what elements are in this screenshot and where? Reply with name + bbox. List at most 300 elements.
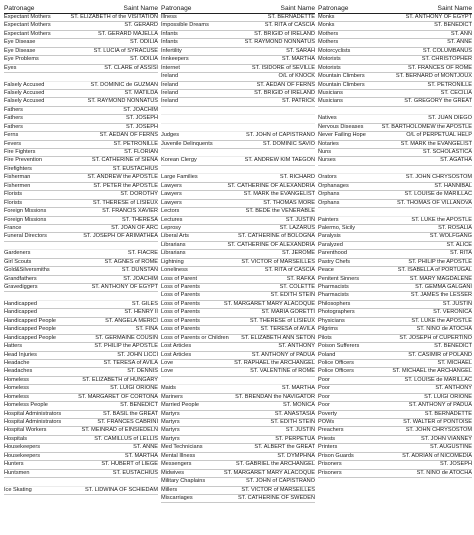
- saint-name-cell: ST. JUSTIN: [442, 300, 472, 307]
- table-row: [161, 335, 315, 343]
- patronage-cell: Fathers: [4, 123, 23, 130]
- table-row: [161, 31, 315, 39]
- table-row: [4, 242, 158, 250]
- table-row: [4, 107, 158, 115]
- saint-name-cell: ST. JOHN of CAPISTRANO: [245, 132, 315, 139]
- patronage-cell: Maids: [161, 385, 176, 392]
- saint-name-cell: ST. JOAN OF ARC: [111, 224, 158, 231]
- table-row: [161, 427, 315, 435]
- table-row: [4, 427, 158, 435]
- table-row: [161, 242, 315, 250]
- patronage-cell: Motorists: [318, 64, 341, 71]
- saint-name-cell: ST. CATHERINE of BOLOGNA: [238, 233, 315, 240]
- table-row: [161, 478, 315, 486]
- saint-name-cell: ST. ELIZABETH of HUNGARY: [82, 376, 158, 383]
- table-row: [4, 411, 158, 419]
- saint-name-cell: ST. AGATHA: [440, 157, 472, 164]
- saint-name-cell: ST. ELIZABETH ANN SETON: [241, 334, 315, 341]
- patronage-cell: Loss of Parents: [161, 309, 200, 316]
- patronage-cell: Innkeepers: [161, 56, 189, 63]
- table-row: [318, 242, 472, 250]
- patronage-cell: Musicians: [318, 89, 343, 96]
- patronage-cell: Grandfathers: [4, 275, 37, 282]
- patronage-cell: Impossible Dreams: [161, 22, 209, 29]
- table-row: [318, 368, 472, 376]
- patronage-cell: Pharmacists: [318, 284, 349, 290]
- saint-name-cell: ST. FRANCES OF ROME: [407, 64, 472, 71]
- saint-name-cell: ST. PHILIP the APOSTLE: [408, 258, 472, 265]
- saint-name-cell: ST. LOUISE de MARILLAC: [404, 191, 472, 198]
- patronage-cell: Millers: [161, 486, 178, 493]
- saint-name-cell: ST. ELIZABETH of the VISITATION: [70, 14, 158, 20]
- saint-name-cell: ST. RAYMOND NONNATUS: [244, 39, 315, 46]
- patronage-cell: Funeral Directors: [4, 233, 47, 240]
- table-row: [4, 73, 158, 81]
- saint-name-cell: ST. RITA of CASCIA: [264, 22, 315, 29]
- saint-name-cell: ST. CLARE of ASSISI: [104, 64, 158, 71]
- patronage-cell: Nuns: [318, 149, 332, 155]
- saint-name-cell: ST. VICTOR of MARSEILLES: [241, 486, 315, 493]
- patronage-cell: Ice Skating: [4, 486, 32, 493]
- saint-name-cell: ST. HANNIBAL: [434, 182, 472, 189]
- patronage-cell: Handicapped: [4, 309, 37, 316]
- table-row: [4, 183, 158, 191]
- table-row: [4, 98, 158, 106]
- patronage-cell: Eyes: [4, 64, 17, 71]
- column-header: [4, 4, 158, 14]
- table-row: [4, 174, 158, 182]
- patronage-cell: Monks: [318, 22, 335, 29]
- saint-name-cell: ST. DOMINIC de GUZMAN: [90, 81, 158, 88]
- saint-name-cell: ST. DUNSTAN: [121, 267, 158, 274]
- patronage-cell: Nurses: [318, 157, 336, 164]
- table-row: [318, 411, 472, 419]
- patronage-cell: Poison Sufferers: [318, 343, 360, 350]
- table-row: [4, 385, 158, 393]
- patronage-cell: Korean Clergy: [161, 157, 197, 164]
- patronage-cell: Martyrs: [161, 410, 180, 417]
- saint-name-cell: ST. LOUISE de MARILLAC: [404, 376, 472, 383]
- patronage-cell: Lost Articles: [161, 351, 192, 358]
- table-row: [4, 259, 158, 267]
- patronage-heading: Patronage: [161, 5, 192, 12]
- saint-name-cell: ST. MARGARET MARY ALACOQUE: [223, 469, 315, 476]
- table-row: [318, 461, 472, 469]
- table-row: [318, 259, 472, 267]
- saint-name-cell: ST. CATHERINE OF ALEXANDRIA: [227, 241, 315, 248]
- saint-name-cell: ST. JOACHIM: [123, 275, 158, 282]
- saint-name-cell: ST. LUKE the APOSTLE: [411, 216, 472, 223]
- table-row: [4, 360, 158, 368]
- patronage-cell: Prisoners: [318, 469, 342, 476]
- table-row: [318, 22, 472, 30]
- table-row: [4, 343, 158, 351]
- saint-name-cell: ST. JOHN of CAPISTRANO: [245, 478, 315, 485]
- table-row: [4, 352, 158, 360]
- table-row: [161, 259, 315, 267]
- saint-name-cell: ST. MARY MAGDALENE: [409, 275, 472, 282]
- table-row: [161, 166, 315, 174]
- table-row: [161, 343, 315, 351]
- table-row: [318, 39, 472, 47]
- saint-name-cell: ST. AEDAN OF FERNS: [99, 132, 158, 139]
- table-row: [161, 124, 315, 132]
- saint-name-cell: ST. GERMAINE COUSIN: [95, 334, 158, 341]
- patronage-cell: Orphans: [318, 191, 340, 198]
- saint-name-cell: ST. THOMAS MORE: [263, 199, 315, 206]
- patronage-cell: Preachers: [318, 427, 344, 434]
- saint-name-cell: ST. MICHAEL the ARCHANGEL: [392, 368, 472, 375]
- saint-name-cell: ST. BRENDAN the NAVIGATOR: [235, 393, 315, 400]
- saint-name-cell: ST. CATHERINE OF SWEDEN: [238, 494, 315, 501]
- column-rows: [4, 14, 158, 495]
- table-row: [161, 267, 315, 275]
- patronage-cell: Loss of Parents: [161, 317, 200, 324]
- patronage-cell: Pilots: [318, 334, 332, 341]
- saint-name-cell: ST. BENEDICT: [434, 22, 472, 29]
- saint-name-cell: ST. JEROME: [282, 250, 315, 257]
- table-row: [318, 73, 472, 81]
- saint-name-cell: ST. MARTHA: [124, 452, 158, 459]
- patronage-cell: Eye Disease: [4, 47, 36, 54]
- saint-name-cell: ST. WALTER of PONTOISE: [403, 419, 472, 425]
- patronage-cell: Ireland: [161, 73, 179, 80]
- saint-name-cell: ST. JOSEPH OF ARIMATHEA: [83, 233, 158, 240]
- saint-name-cell: ST. WOLFGANG: [429, 233, 472, 240]
- patronage-cell: Girl Scouts: [4, 258, 32, 265]
- saint-name-cell: ST. DYMPHNA: [277, 452, 315, 459]
- saint-name-cell: ST. JOHN LICCI: [117, 351, 158, 358]
- table-row: [161, 250, 315, 258]
- table-row: [4, 461, 158, 469]
- patronage-cell: Homeless: [4, 385, 29, 392]
- saint-name-cell: ST. ODILIA: [130, 39, 158, 46]
- table-row: [4, 267, 158, 275]
- saint-name-cell: ST. CHRISTOPHER: [421, 56, 472, 63]
- patronage-cell: Fathers: [4, 115, 23, 122]
- saint-name-cell: ST. PERPETUA: [275, 435, 315, 442]
- patronage-cell: Married People: [161, 402, 199, 409]
- table-row: [4, 444, 158, 452]
- table-row: [4, 292, 158, 300]
- patronage-cell: Lawyers: [161, 182, 182, 189]
- patronage-cell: Lawyers: [161, 191, 182, 198]
- saint-name-cell: ST. SARAH: [286, 47, 315, 54]
- saint-name-cell: ST. MONICA: [282, 402, 315, 409]
- patronage-cell: Hospital Workers: [4, 427, 47, 434]
- saint-name-cell: ST. ANTHONY: [278, 343, 315, 350]
- saint-name-cell: ST. VALENTINE of ROME: [250, 368, 315, 375]
- saint-name-cell: ST. CATHERINE OF ALEXANDRIA: [227, 182, 315, 189]
- saint-name-cell: ST. BASIL the GREAT: [102, 410, 158, 417]
- saint-name-cell: ST. MATILDA: [124, 89, 158, 96]
- table-row: [161, 217, 315, 225]
- table-row: [4, 478, 158, 486]
- table-row: [161, 411, 315, 419]
- table-row: [4, 436, 158, 444]
- patronage-cell: Foreign Missions: [4, 216, 47, 223]
- patronage-cell: Orators: [318, 174, 337, 181]
- saint-name-cell: ST. ANTHONY of PADUA: [251, 351, 315, 358]
- saint-name-cell: ST. JOSEPH of CUPERTINO: [399, 334, 472, 341]
- table-row: [318, 352, 472, 360]
- saint-name-cell: ST. LUIGI ORIONE: [110, 385, 158, 392]
- table-row: [318, 436, 472, 444]
- saint-name-cell: ST. RAPHAEL the ARCHANGEL: [234, 359, 315, 366]
- saint-name-cell: ST. BEDE the VENERABLE: [245, 208, 315, 215]
- saint-name-cell: ST. BRIGID of IRELAND: [254, 89, 315, 96]
- table-row: [4, 250, 158, 258]
- saint-name-cell: ST. FLORIAN: [124, 149, 158, 155]
- column-2: [161, 4, 315, 503]
- saint-name-cell: ST. COLETTE: [279, 284, 315, 290]
- column-3: [318, 4, 472, 478]
- saint-name-cell: ST. JUSTIN: [285, 216, 315, 223]
- table-row: [318, 48, 472, 56]
- table-row: [4, 453, 158, 461]
- patronage-cell: Messengers: [161, 461, 192, 468]
- table-row: [161, 22, 315, 30]
- table-row: [318, 141, 472, 149]
- patronage-cell: Housekeepers: [4, 444, 41, 451]
- patronage-cell: Expectant Mothers: [4, 22, 51, 29]
- patronage-cell: Falsely Accused: [4, 98, 45, 105]
- saint-name-cell: ST. SCHOLASTICA: [422, 149, 472, 155]
- saint-name-cell: ST. VERONICA: [433, 309, 472, 316]
- table-row: [4, 335, 158, 343]
- patronage-cell: Peace: [318, 267, 334, 274]
- patronage-cell: Mothers: [318, 30, 339, 37]
- patronage-cell: Lost Articles: [161, 343, 192, 350]
- patronage-cell: Lectors: [161, 208, 180, 215]
- table-row: [318, 107, 472, 115]
- saint-name-cell: ST. PETRONILLE: [427, 81, 472, 88]
- saint-name-cell: ST. ANNE: [133, 444, 158, 451]
- table-row: [318, 276, 472, 284]
- column-1: [4, 4, 158, 495]
- table-row: [318, 200, 472, 208]
- table-row: [4, 149, 158, 157]
- saint-name-cell: ST. DENNIS: [127, 368, 158, 375]
- patronage-cell: Notaries: [318, 140, 339, 147]
- patronage-cell: Lightning: [161, 258, 184, 265]
- table-row: [318, 233, 472, 241]
- patronage-cell: Eye Problems: [4, 56, 39, 63]
- table-row: [4, 65, 158, 73]
- patronage-cell: Loss of Parents or Children: [161, 334, 229, 341]
- saint-name-cell: ST. ANNE: [447, 39, 472, 46]
- patronage-cell: Infants: [161, 30, 178, 37]
- table-row: [4, 200, 158, 208]
- patronage-cell: Love: [161, 368, 174, 375]
- saint-name-cell: ST. HENRY II: [124, 309, 158, 316]
- saint-name-cell: ST. CECILIA: [440, 89, 472, 96]
- saint-name-cell: ST. GILES: [131, 300, 158, 307]
- patronage-cell: Monks: [318, 14, 335, 20]
- table-row: [161, 318, 315, 326]
- table-row: [161, 385, 315, 393]
- table-row: [4, 309, 158, 317]
- patronage-cell: Eye Disease: [4, 39, 36, 46]
- saint-name-cell: ST. JOHN CHRYSOSTOM: [405, 427, 472, 434]
- saint-name-cell: ST. ISIDORE of SEVILLE: [251, 64, 315, 71]
- table-row: [318, 157, 472, 165]
- patronage-cell: Ferns: [4, 132, 19, 139]
- saint-name-cell: ST. ANTHONY OF EGYPT: [91, 284, 158, 290]
- saint-name-cell: ST. ISABELLA of PORTUGAL: [397, 267, 472, 274]
- saint-name-cell: ST. NINO de ATOCHA: [416, 326, 472, 333]
- saint-name-cell: ST. TERESA of AVILA: [260, 326, 315, 333]
- saint-name-cell: ST. LUCIA of SYRACUSE: [93, 47, 158, 54]
- saint-name-cell: ST. ANGELA MERICI: [105, 317, 158, 324]
- table-row: [161, 115, 315, 123]
- patronage-cell: Martyrs: [161, 435, 180, 442]
- table-row: [318, 470, 472, 478]
- table-row: [318, 292, 472, 300]
- table-row: [161, 200, 315, 208]
- saint-name-cell: ST. CATHERINE of SIENA: [91, 157, 158, 164]
- patronage-cell: Paralyzed: [318, 241, 343, 248]
- table-row: [161, 39, 315, 47]
- saint-name-cell: ST. JUAN DIEGO: [428, 115, 472, 122]
- saint-name-cell: ST. AUGUSTINE: [430, 444, 472, 451]
- patronage-cell: Fire Prevention: [4, 157, 42, 164]
- table-row: [161, 368, 315, 376]
- table-row: [4, 39, 158, 47]
- table-row: [161, 436, 315, 444]
- patronage-cell: Poland: [318, 351, 336, 358]
- patronage-cell: Handicapped People: [4, 326, 56, 333]
- patronage-cell: Police Officers: [318, 359, 354, 366]
- saint-name-cell: ST. DOMINIC SAVIO: [262, 140, 315, 147]
- saint-name-cell: ST. JOSEPH: [439, 461, 472, 468]
- table-row: [161, 453, 315, 461]
- saint-name-heading: Saint Name: [437, 5, 472, 12]
- patronage-cell: Philosophers: [318, 300, 351, 307]
- saint-name-cell: ST. RICHARD: [279, 174, 315, 181]
- patronage-cell: Falsely Accused: [4, 89, 45, 96]
- patronage-cell: Photographers: [318, 309, 355, 316]
- saint-name-cell: ST. JOHN VIANNEY: [421, 435, 472, 442]
- table-row: [318, 31, 472, 39]
- patronage-cell: Pastry Chefs: [318, 258, 351, 265]
- patronage-cell: Hunters: [4, 461, 24, 468]
- patronage-cell: Military Chaplains: [161, 478, 206, 485]
- table-row: [161, 394, 315, 402]
- table-row: [318, 191, 472, 199]
- saint-name-cell: ST. HUBERT of LIEGE: [101, 461, 158, 468]
- saint-name-cell: ST. ANTHONY OF EGYPT: [405, 14, 472, 20]
- saint-name-cell: ST. NINO de ATOCHA: [416, 469, 472, 476]
- saint-name-cell: ST. DOROTHY: [120, 191, 158, 198]
- table-row: [318, 90, 472, 98]
- patronage-cell: Poor: [318, 376, 330, 383]
- patronage-cell: Nervous Diseases: [318, 123, 364, 130]
- saint-name-cell: ST. MARIA GORETTI: [261, 309, 315, 316]
- table-row: [4, 14, 158, 22]
- patronage-cell: Head Injuries: [4, 351, 37, 358]
- patronage-cell: Lectures: [161, 216, 183, 223]
- patronage-cell: Gardeners: [4, 250, 31, 257]
- patronage-cell: Handicapped People: [4, 334, 56, 341]
- patronage-cell: Poverty: [318, 410, 337, 417]
- table-row: [318, 377, 472, 385]
- saint-name-cell: ST. LAZARUS: [279, 224, 315, 231]
- table-row: [161, 461, 315, 469]
- saint-name-cell: ST. ALBERT the GREAT: [254, 444, 315, 451]
- patronage-cell: Homeless People: [4, 402, 48, 409]
- patronage-cell: Mountain Climbers: [318, 81, 365, 88]
- patronage-cell: Penitent Sinners: [318, 275, 360, 282]
- patronage-cell: Orphans: [318, 199, 340, 206]
- patronage-cell: Hospital Administrators: [4, 410, 62, 417]
- patronage-cell: Mental Illness: [161, 452, 196, 459]
- patronage-cell: Midwives: [161, 469, 185, 476]
- table-row: [161, 326, 315, 334]
- patronage-cell: Painters: [318, 216, 339, 223]
- saint-name-cell: ST. MARK the EVANGELIST: [400, 140, 472, 147]
- patronage-cell: Hospitals: [4, 435, 28, 442]
- table-row: [161, 276, 315, 284]
- table-row: [4, 56, 158, 64]
- saint-name-cell: ST. ANTHONY of PADUA: [408, 402, 472, 409]
- patronage-cell: Ireland: [161, 81, 179, 88]
- table-row: [161, 487, 315, 495]
- patronage-cell: Mountain Climbers: [318, 73, 365, 80]
- patronage-cell: Fevers: [4, 140, 22, 147]
- saint-name-cell: ST. EUSTACHIUS: [112, 165, 158, 172]
- table-row: [318, 267, 472, 275]
- table-row: [4, 284, 158, 292]
- patronage-cell: Illness: [161, 14, 177, 20]
- table-row: [4, 487, 158, 495]
- table-row: [318, 149, 472, 157]
- saint-name-cell: ST. RITA: [450, 250, 472, 257]
- patronage-cell: Loss of Parents: [161, 292, 200, 299]
- patronage-cell: Florists: [4, 191, 23, 198]
- table-row: [318, 394, 472, 402]
- table-row: [318, 284, 472, 292]
- table-row: [4, 419, 158, 427]
- saint-name-cell: ST. EDITH STEIN: [270, 419, 315, 425]
- patronage-cell: Mariners: [161, 393, 183, 400]
- patronage-cell: Foreign Missions: [4, 208, 47, 215]
- table-row: [318, 343, 472, 351]
- table-row: [161, 82, 315, 90]
- saint-name-cell: ST. JOACHIM: [123, 106, 158, 113]
- patronage-cell: Never Failing Hope: [318, 132, 366, 139]
- saint-name-cell: ST. THERESE of LISIEUX: [92, 199, 158, 206]
- column-rows: [161, 14, 315, 503]
- patronage-cell: Natives: [318, 115, 337, 122]
- table-row: [318, 385, 472, 393]
- saint-name-cell: ST. BERNARD of MONTJOUX: [395, 73, 472, 80]
- table-row: [161, 225, 315, 233]
- saint-name-cell: ST. BERNADETTE: [267, 14, 315, 20]
- table-row: [4, 394, 158, 402]
- saint-name-cell: ST. ADRIAN of NICOMEDIA: [402, 452, 472, 459]
- saint-name-cell: ST. ALICE: [446, 241, 472, 248]
- table-row: [4, 115, 158, 123]
- table-row: [161, 292, 315, 300]
- patronage-heading: Patronage: [318, 5, 349, 12]
- table-row: [318, 124, 472, 132]
- patronage-cell: Loneliness: [161, 267, 188, 274]
- patronage-cell: Mothers: [318, 39, 339, 46]
- table-row: [4, 470, 158, 478]
- table-row: [161, 157, 315, 165]
- saint-name-cell: ST. THERESE of LISIEUX: [249, 317, 315, 324]
